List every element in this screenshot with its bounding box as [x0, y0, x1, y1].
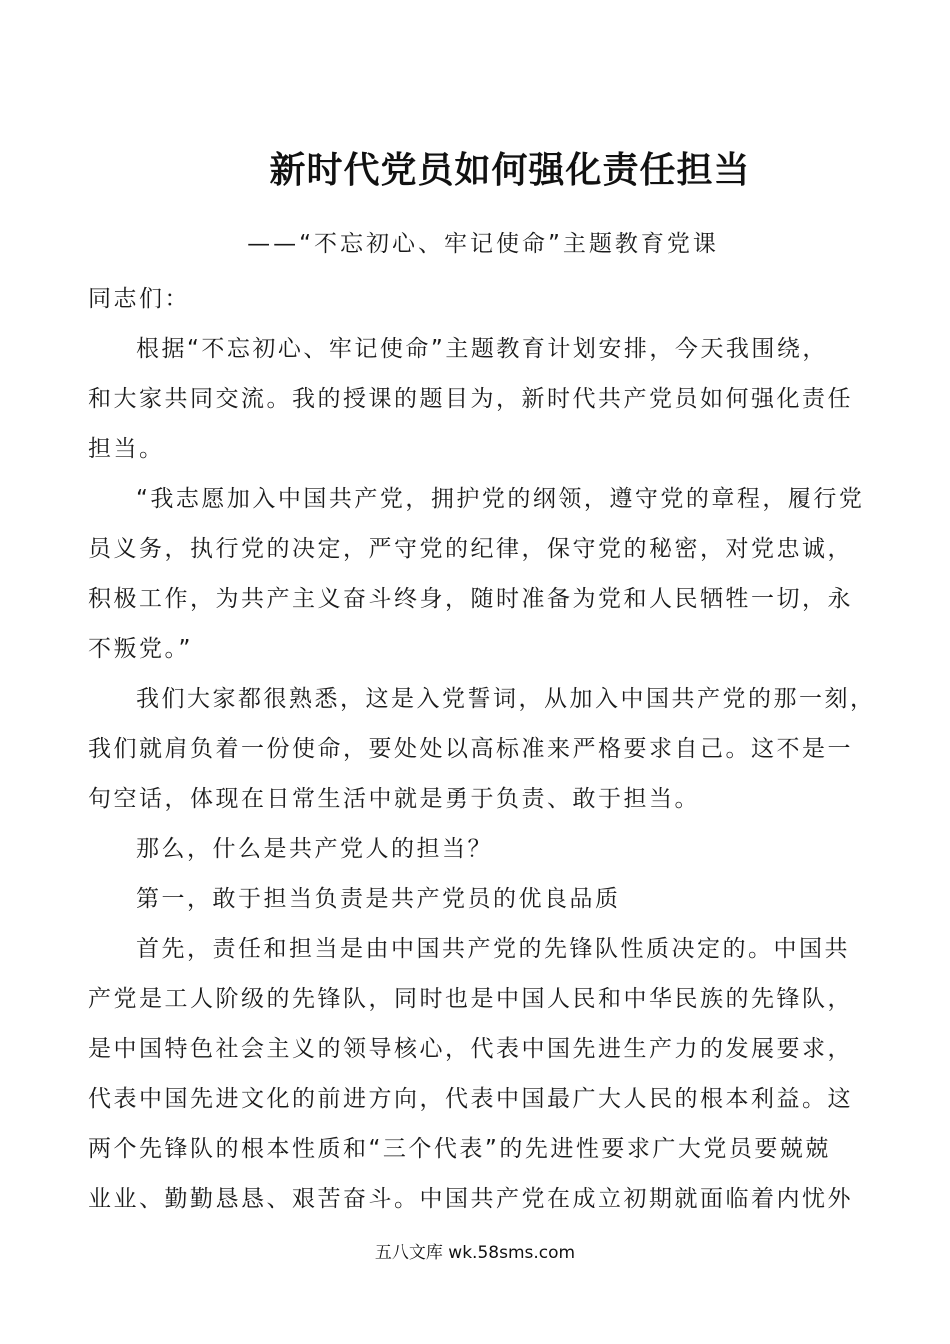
- document-subtitle: ——“不忘初心、牢记使命”主题教育党课: [247, 231, 719, 257]
- text-line: 第一，敢于担当负责是共产党员的优良品质: [136, 886, 621, 912]
- text-line: “我志愿加入中国共产党，拥护党的纲领，遵守党的章程，履行党: [136, 486, 865, 512]
- text-line: 担当。: [88, 436, 165, 462]
- text-line: 那么，什么是共产党人的担当？: [136, 836, 493, 862]
- text-line: 两个先锋队的根本性质和“三个代表”的先进性要求广大党员要兢兢: [88, 1136, 831, 1162]
- text-line: 业业、勤勤恳恳、艰苦奋斗。中国共产党在成立初期就面临着内忧外: [88, 1186, 853, 1212]
- text-line: 根据“不忘初心、牢记使命”主题教育计划安排，今天我围绕，: [136, 336, 828, 362]
- text-line: 积极工作，为共产主义奋斗终身，随时准备为党和人民牺牲一切，永: [88, 586, 853, 612]
- text-line: 是中国特色社会主义的领导核心，代表中国先进生产力的发展要求，: [88, 1036, 853, 1062]
- text-line: 不叛党。”: [88, 636, 193, 662]
- document-body: [88, 274, 876, 1224]
- text-line: 我们就肩负着一份使命，要处处以高标准来严格要求自己。这不是一: [88, 736, 853, 762]
- text-line: 代表中国先进文化的前进方向，代表中国最广大人民的根本利益。这: [88, 1086, 853, 1112]
- text-line: 和大家共同交流。我的授课的题目为，新时代共产党员如何强化责任: [88, 386, 853, 412]
- text-line: 我们大家都很熟悉，这是入党誓词，从加入中国共产党的那一刻，: [136, 686, 876, 712]
- text-line: 员义务，执行党的决定，严守党的纪律，保守党的秘密，对党忠诚，: [88, 536, 853, 562]
- document-title: 新时代党员如何强化责任担当: [269, 149, 751, 191]
- footer-watermark: 五八文库 wk.58sms.com: [374, 1243, 576, 1263]
- text-line: 首先，责任和担当是由中国共产党的先锋队性质决定的。中国共: [136, 936, 850, 962]
- text-line: 同志们：: [88, 286, 190, 312]
- text-line: 产党是工人阶级的先锋队，同时也是中国人民和中华民族的先锋队，: [88, 986, 853, 1012]
- text-line: 句空话，体现在日常生活中就是勇于负责、敢于担当。: [88, 786, 700, 812]
